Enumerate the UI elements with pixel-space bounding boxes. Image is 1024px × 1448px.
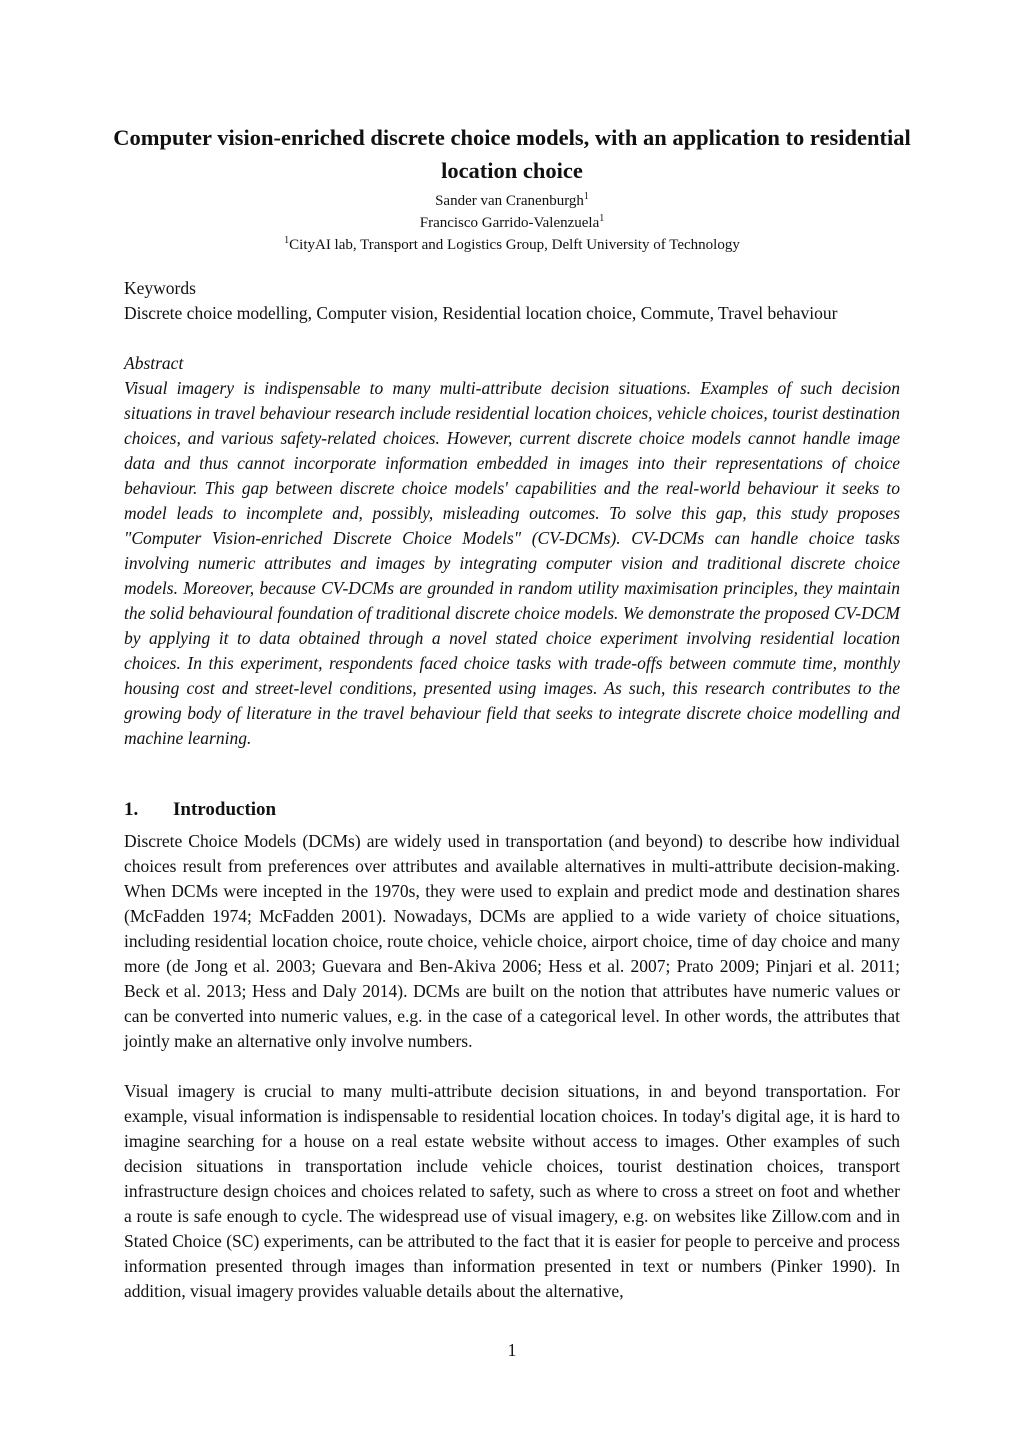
affiliation-text: CityAI lab, Transport and Logistics Group, Delft University of Technology [289,237,740,253]
affiliation [110,230,914,256]
page-number: 1 [507,1340,517,1360]
intro-paragraph-2: Visual imagery is crucial to many multi-attribute decision situations, in and beyond transportation. For example, visual information is indispensable to residential location choices. In today's digital age, it is hard to imagine searching for a house on a real estate website without access to images. Other examples of such decision situations in transportation include vehicle choices, tourist destination choices, transport infrastructure design choices and choices related to safety, such as where to cross a street on foot and whether a route is safe enough to cycle. The widespread use of visual imagery, e.g. on websites like Zillow.com and in Stated Choice (SC) experiments, can be attributed to the fact that it is easier for people to perceive and process information presented through images than information presented in text or numbers (Pinker 1990). In addition, visual imagery provides valuable details about the alternative, [124,1081,900,1301]
author-name: Francisco Garrido-Valenzuela [419,215,600,231]
author-affiliation-mark: 1 [599,213,605,224]
section-number: 1. [124,799,139,820]
keywords-heading: Keywords [124,278,196,298]
keywords-text: Discrete choice modelling, Computer vision, Residential location choice, Commute, Travel behaviour [124,303,838,323]
abstract-heading: Abstract [124,353,184,373]
affiliation-mark: 1 [284,235,290,246]
paper-title: Computer vision-enriched discrete choice models, with an application to residential location choice [113,125,911,183]
section-title: Introduction [173,799,277,820]
section-heading [124,797,276,823]
intro-paragraph-1: Discrete Choice Models (DCMs) are widely used in transportation (and beyond) to describe how individual choices result from preferences over attributes and available alternatives in multi-attribute decision-making. When DCMs were incepted in the 1970s, they were used to explain and predict mode and destination shares (McFadden 1974; McFadden 2001). Nowadays, DCMs are applied to a wide variety of choice situations, including residential location choice, route choice, vehicle choice, airport choice, time of day choice and many more (de Jong et al. 2003; Guevara and Ben-Akiva 2006; Hess et al. 2007; Prato 2009; Pinjari et al. 2011; Beck et al. 2013; Hess and Daly 2014). DCMs are built on the notion that attributes have numeric values or can be converted into numeric values, e.g. in the case of a categorical level. In other words, the attributes that jointly make an alternative only involve numbers. [124,831,900,1051]
author-affiliation-mark: 1 [583,191,589,202]
abstract-text: Visual imagery is indispensable to many multi-attribute decision situations. Examples of such decision situations in travel behaviour research include residential location choices, vehicle choices, tourist destination choices, and various safety-related choices. However, current discrete choice models cannot handle image data and thus cannot incorporate information embedded in images into their representations of choice behaviour. This gap between discrete choice models' capabilities and the real-world behaviour it seeks to model leads to incomplete and, possibly, misleading outcomes. To solve this gap, this study proposes "Computer Vision-enriched Discrete Choice Models" (CV-DCMs). CV-DCMs can handle choice tasks involving numeric attributes and images by integrating computer vision and traditional discrete choice models. Moreover, because CV-DCMs are grounded in random utility maximisation principles, they maintain the solid behavioural foundation of traditional discrete choice models. We demonstrate the proposed CV-DCM by applying it to data obtained through a novel stated choice experiment involving residential location choices. In this experiment, respondents faced choice tasks with trade-offs between commute time, monthly housing cost and street-level conditions, presented using images. As such, this research contributes to the growing body of literature in the travel behaviour field that seeks to integrate discrete choice modelling and machine learning. [124,378,900,748]
author-name: Sander van Cranenburgh [435,193,584,209]
